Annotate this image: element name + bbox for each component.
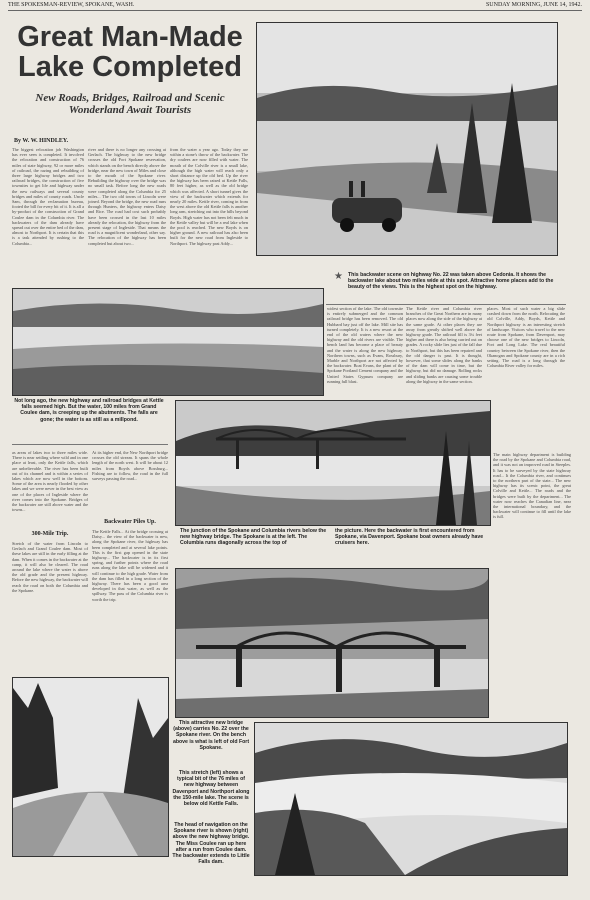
section-head-trip: 300-Mile Trip.: [31, 531, 69, 537]
photo-river-junction-image: [176, 401, 490, 525]
caption-lake-photo: Not long ago, the new highway and railroad bridges at Kettle falls seemed high. But the water, 100 miles from Grand Coulee dam, is creeping up the abutments. The falls are gone; the water is as still as a millpond.: [14, 398, 164, 423]
article-column: as areas of lakes two to three miles wide. There is near settling where wild and in one place at least, only the Kettle falls, which are unbelievable. The river has been built out of its channel and is within a series of lakes which are now well in the bottom. Some of the area is nearly flooded by other lakes and we were never in the best view as one of the places of Ingleside where the river comes into the Spokane. Bridges of the backwater are still above water and the towns...: [12, 450, 88, 513]
subheadline: New Roads, Bridges, Railroad and Scenic Wonderland Await Tourists: [35, 92, 225, 116]
photo-new-bridge: [175, 568, 489, 718]
article-column: widest section of the lake. The old townsite is entirely submerged and the common railroad bridge has been removed. The old Hubbard bay just off the lake. Mill site has turned completely. It is a new resort at the end of the old waters where the new highway and the old rivers are visible. The bench land has become a place of beauty and the water is along the new highway. Northern towns, such as Evans, Rossbury, Marble and Northport are not affected by the backwater. Boat Evans, the plant of the Spokane Portland Cement company and the United States Gypsum company are running full blast.: [327, 306, 403, 384]
caption-road-side: This stretch (left) shows a typical bit of the 76 miles of new highway between Davenport and Northport along the 150-mile lake. The scene is below old Kettle Falls.: [172, 770, 250, 808]
star-icon: ★: [334, 271, 343, 282]
divider: [12, 444, 168, 445]
photo-river-junction: [175, 400, 491, 526]
caption-junction-right: the picture. Here the backwater is first encountered from Spokane, via Davenport. Spokane boat owners already have cruisers here.: [335, 528, 484, 547]
photo-new-bridge-image: [176, 569, 488, 717]
photo-road-stretch: [12, 677, 169, 857]
headline: Great Man-Made Lake Completed: [17, 21, 243, 83]
caption-junction-left: The junction of the Spokane and Columbia rivers below the new highway bridge. The Spokane is at the left. The Columbia runs diagonally across the top of: [180, 528, 327, 547]
article-column: The Kettle Falls... At the bridge crossing at Daisy... the view of the backwater is new, along the Spokane river, the highway has been completed and at several lake points. This is the first gap opened in the state highway... The backwater is in its first spring, and further points where the road runs along the lake will be widened and it will continue to the high grade. Water from the dam has filled in a long section of the highway. There has been a good area developed in that water, as well as the spillway. The pass of the Columbia river is worth the trip.: [92, 529, 168, 602]
byline: By W. W. HINDLEY.: [14, 138, 69, 144]
photo-road-stretch-image: [13, 678, 168, 856]
photo-head-of-navigation: [254, 722, 568, 876]
caption-bridge-side: This attractive new bridge (above) carries No. 22 over the Spokane river. On the bench above is what is left of old Fort Spokane.: [172, 720, 250, 751]
photo-lake-bridges-image: [13, 289, 323, 395]
caption-top-photo: This backwater scene on highway No. 22 was taken above Cedonia. It shows the backwater lake about two miles wide at this spot. Attractive home places add to the beauty of the views. This is the highest spot on the highway.: [348, 272, 554, 291]
photo-car-overlook-image: [257, 23, 557, 255]
caption-navigation-side: The head of navigation on the Spokane river is shown (right) above the new highway bridge. The Miss Coulee ran up here after a run from Coulee dam. The backwater extends to Little Falls dam.: [172, 822, 250, 866]
article-column: from the water a year ago. Today they are within a stone's throw of the backwater. The dry coulees are now filled with water. The mouth of the Colville river is a small lake, although the high water will reach only a short distance up the old bed. Up the river the highway has been raised at Kettle Falls, 80 feet higher, as well as the old bridge which was affected. A short tunnel gives the view of the backwater which extends for nearly 20 miles. Kettle river, coming in from the west above the old Kettle falls is another long arm, stretching out into the hills beyond Boyds. High water has not been felt much in the Kettle valley but will be a real lake when the pool is reached. The new Boyds is on higher ground. A new railroad has also been built for the new road from Ingleside to Northport. The highway past Addy...: [170, 147, 248, 246]
section-head-backwater: Backwater Piles Up.: [104, 519, 156, 525]
divider: [326, 304, 566, 305]
article-column: river and there is no longer any crossing at Gerlach. The highway to the new bridge crosses the old Fort Spokane reservation, which stands on the bench directly above the bridge, near the new town of Miles and close to the mouth of the Spokane river. Rebuilding the highway over the bridge was no small task. Before long the new roads were completed along the Columbia for 25 miles... The two old towns of Lincoln were joined. Beyond the bridge, the new road runs through Hunters, the highway enters Daisy and Rice. The road had cost such probably have been crossed in the last 10 miles already the relocation, the highway from the present stage of Ingleside. That means the road is a magnificent wonderland, other say. The relocation of the highway has been completed but about two...: [88, 147, 166, 246]
masthead: [8, 0, 582, 11]
photo-head-of-navigation-image: [255, 723, 567, 875]
masthead-left: THE SPOKESMAN-REVIEW, SPOKANE, WASH.: [8, 2, 135, 8]
article-column: The main highway department is building the road by the Spokane and Columbia road, and it was not an improved road in Steeples. It has to be surveyed by the state highway road... It the Columbia river, and continues to the northern part of the state... The new highway has its scenic point, the great Colville and Kettle... The roads and the bridges were built by the department... The water now reaches the Canadian line, near the international boundary, and the backwater will continue to fill until the lake is full.: [493, 452, 571, 520]
article-column: The biggest relocation job Washington has ever seen is completed. It involved the relocation and construction of 76 miles of state highway, 92 or more miles of railroad, the razing and rebuilding of three large highway bridges and two railroad bridges, the construction of five townsites to get life and highway under the new railways and several county bridges and miles of county roads. Uncle Sam, through the reclamation bureau, footed the bill for every bit of it. It is all a by-product of the construction of Grand Coulee dam in the Columbia river. The backwaters of the dam already have spread out over the entire bed of the dam, almost to Northport. It is certain that this is a task attended by rushing to the Columbia...: [12, 147, 84, 246]
masthead-right: SUNDAY MORNING, JUNE 14, 1942.: [485, 2, 582, 8]
article-column: At its higher end, the New Northport bridge crosses the old stream. It spans the whole length of the north west. It will be about 12 miles from Boyds above Bossburg... Fishing are to follow, the road in the full surveys passing the road...: [92, 450, 168, 482]
article-column: Stretch of the water from Lincoln to Gerlach and Grand Coulee dam. Most of these lakes are still in the early filling at the dam. When it comes in the backwater at the camp, it will also be cleared. The road around the lake where the water is above the old grade and the present highway. Before the new highway, the backwater will reach the road on both the Columbia and the Spokane.: [12, 541, 88, 593]
photo-lake-bridges: [12, 288, 324, 396]
article-column: places. Most of such water a big slide crashed down from the north. Relocating the old Colville, Addy, Boyds, Kettle and Northport highway is an interesting stretch of landscape. Visitors who travel to the new route from Spokane, from Davenport, may choose one of the new bridges to Lincoln, Fort and Long Lake. The real beautiful country between the Spokane river, then the Okanogan and Spokane county are in a rich setting. The road is a long through the Columbia River valley for miles.: [487, 306, 565, 369]
photo-car-overlook: [256, 22, 558, 256]
article-column: The Kettle river and Columbia river branches of the Great Northern are in many places now along the side of the highway at the same grade. At other places they are away from greatly shifted well above the highway grade. The railroad fill is 3¼ feet higher and there is also being carried out on grades. A rocky slide lies just of the fall due to Northport, but this has been repaired and the old danger is past. It is thought, however, that some slides along the banks of the dam will come in time, but the highway, but did no damage. Rolling rocks and sliding banks are causing some trouble along the highway in the same section.: [406, 306, 482, 384]
